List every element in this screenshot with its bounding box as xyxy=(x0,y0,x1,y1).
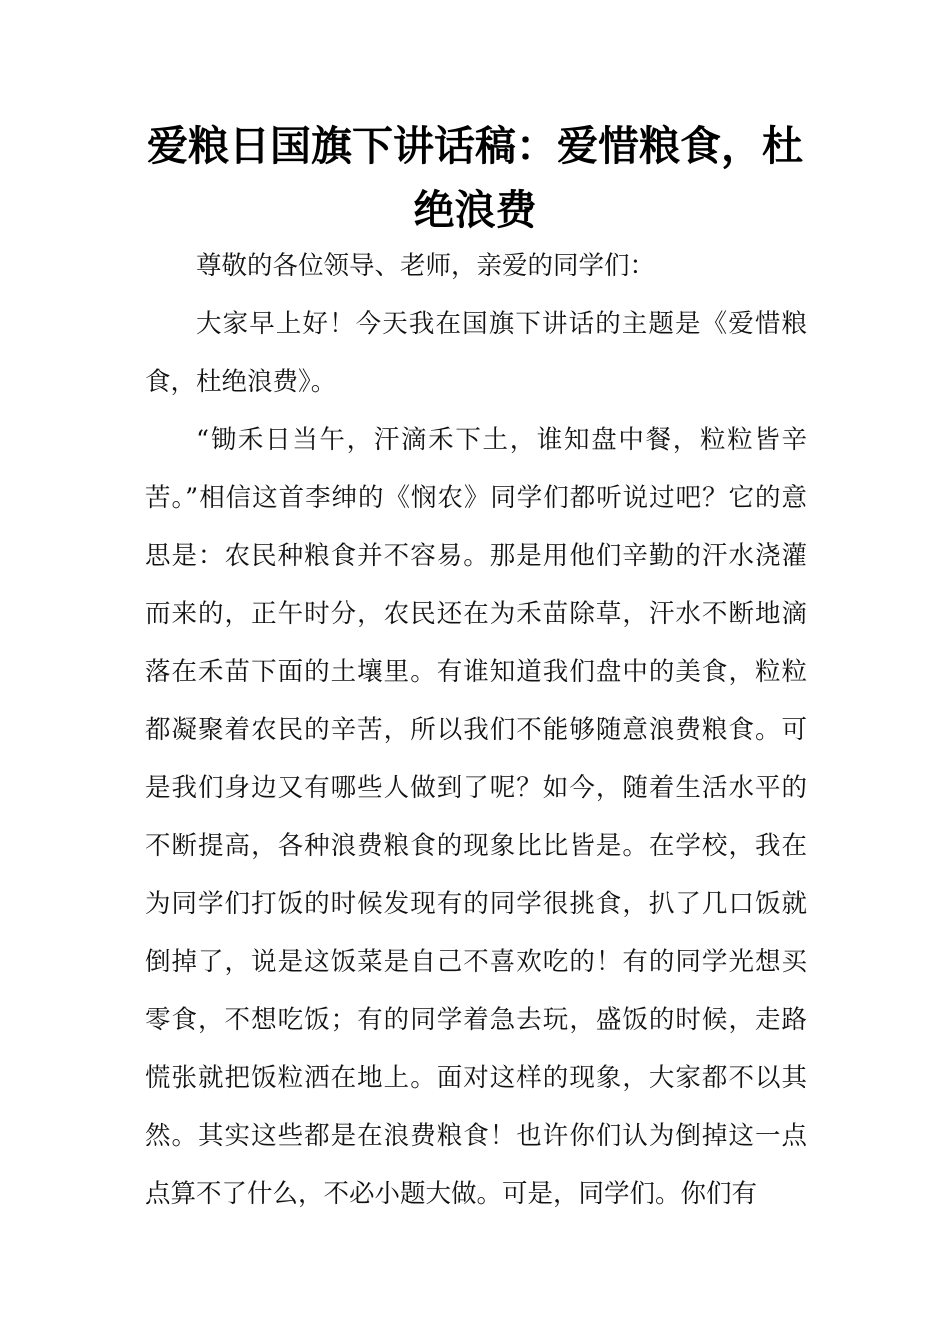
greeting-paragraph: 大家早上好！今天我在国旗下讲话的主题是《爱惜粮食，杜绝浪费》。 xyxy=(145,309,807,397)
salutation-paragraph: 尊敬的各位领导、老师，亲爱的同学们： xyxy=(196,251,656,281)
main-paragraph: “锄禾日当午，汗滴禾下土，谁知盘中餐，粒粒皆辛苦。”相信这首李绅的《悯农》同学们都听说过吧？它的意思是：农民种粮食并不容易。那是用他们辛勤的汗水浇灌而来的，正午时分，农民还在为禾苗除草，汗水不断地滴落在禾苗下面的土壤里。有谁知道我们盘中的美食，粒粒都凝聚着农民的辛苦，所以我们不能够随意浪费粮食。可是我们身边又有哪些人做到了呢？如今，随着生活水平的不断提高，各种浪费粮食的现象比比皆是。在学校，我在为同学们打饭的时候发现有的同学很挑食，扒了几口饭就倒掉了，说是这饭菜是自己不喜欢吃的！有的同学光想买零食，不想吃饭；有的同学着急去玩，盛饭的时候，走路慌张就把饭粒洒在地上。面对这样的现象，大家都不以其然。其实这些都是在浪费粮食！也许你们认为倒掉这一点点算不了什么，不必小题大做。可是，同学们。你们有 xyxy=(145,425,807,1209)
document-body xyxy=(145,237,807,1223)
document-title: 爱粮日国旗下讲话稿：爱惜粮食，杜绝浪费 xyxy=(147,122,803,234)
